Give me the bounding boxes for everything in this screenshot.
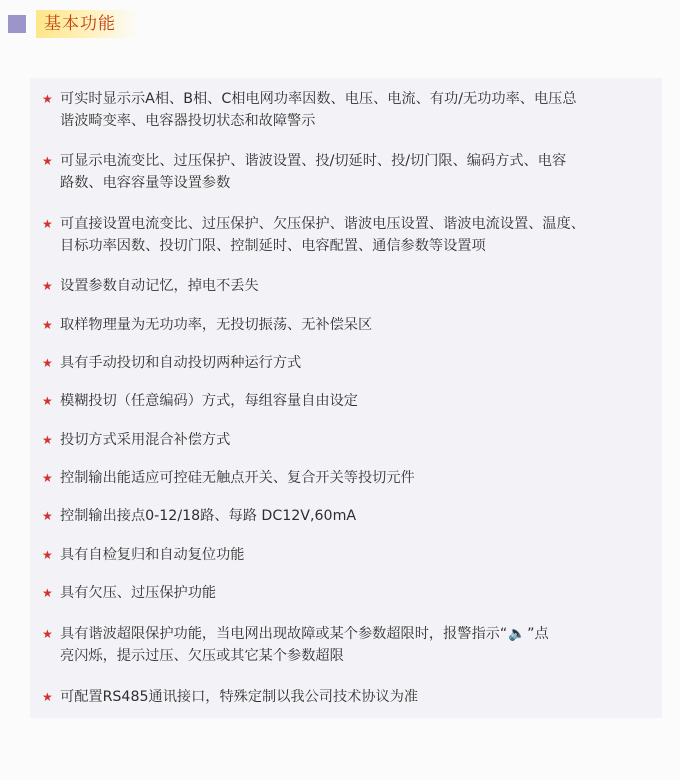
- star-icon: ★: [42, 394, 53, 408]
- feature-text: 控制输出能适应可控硅无触点开关、复合开关等投切元件: [60, 470, 415, 486]
- star-icon: ★: [42, 627, 53, 641]
- feature-text: 可实时显示示A相、B相、C相电网功率因数、电压、电流、有功/无功功率、电压总: [60, 91, 577, 107]
- feature-item: [42, 275, 662, 297]
- feature-text: 谐波畸变率、电容器投切状态和故障警示: [60, 113, 316, 129]
- section-title: 基本功能: [36, 10, 138, 38]
- feature-text: 具有欠压、过压保护功能: [60, 585, 217, 601]
- feature-text: 取样物理量为无功功率，无投切振荡、无补偿呆区: [60, 317, 373, 333]
- feature-item: [42, 544, 662, 566]
- feature-item: [42, 467, 662, 489]
- feature-item: [42, 314, 662, 336]
- feature-item: [42, 88, 662, 132]
- feature-text: 投切方式采用混合补偿方式: [60, 432, 231, 448]
- star-icon: ★: [42, 217, 53, 231]
- feature-text: 控制输出接点0-12/18路、每路 DC12V,60mA: [60, 508, 357, 524]
- feature-text: 具有自检复归和自动复位功能: [60, 547, 245, 563]
- star-icon: ★: [42, 356, 53, 370]
- feature-item: [42, 352, 662, 374]
- header-marker-square: [8, 15, 26, 33]
- feature-text: 可显示电流变比、过压保护、谐波设置、投/切延时、投/切门限、编码方式、电容: [60, 153, 567, 169]
- star-icon: ★: [42, 509, 53, 523]
- feature-item: [42, 150, 662, 194]
- feature-text: 可直接设置电流变比、过压保护、欠压保护、谐波电压设置、谐波电流设置、温度、: [60, 216, 585, 232]
- star-icon: ★: [42, 586, 53, 600]
- feature-item: [42, 623, 662, 667]
- feature-text: 亮闪烁，提示过压、欠压或其它某个参数超限: [60, 648, 344, 664]
- star-icon: ★: [42, 548, 53, 562]
- star-icon: ★: [42, 690, 53, 704]
- speaker-icon: 🔈: [508, 626, 526, 642]
- feature-text-line: [60, 623, 662, 645]
- feature-text: 具有手动投切和自动投切两种运行方式: [60, 355, 302, 371]
- feature-text: 设置参数自动记忆，掉电不丢失: [60, 278, 259, 294]
- feature-text: 目标功率因数、投切门限、控制延时、电容配置、通信参数等设置项: [60, 238, 486, 254]
- feature-text: 路数、电容容量等设置参数: [60, 175, 231, 191]
- star-icon: ★: [42, 92, 53, 106]
- star-icon: ★: [42, 433, 53, 447]
- feature-text: ”点: [527, 626, 549, 642]
- feature-item: [42, 582, 662, 604]
- star-icon: ★: [42, 318, 53, 332]
- section-header: [8, 10, 138, 38]
- feature-item: [42, 505, 662, 527]
- feature-item: [42, 686, 662, 708]
- feature-text: 具有谐波超限保护功能，当电网出现故障或某个参数超限时，报警指示“: [60, 626, 508, 642]
- star-icon: ★: [42, 154, 53, 168]
- feature-text: 模糊投切（任意编码）方式，每组容量自由设定: [60, 393, 358, 409]
- feature-item: [42, 429, 662, 451]
- feature-item: [42, 213, 662, 257]
- star-icon: ★: [42, 279, 53, 293]
- star-icon: ★: [42, 471, 53, 485]
- feature-item: [42, 390, 662, 412]
- feature-text: 可配置RS485通讯接口，特殊定制以我公司技术协议为准: [60, 689, 419, 705]
